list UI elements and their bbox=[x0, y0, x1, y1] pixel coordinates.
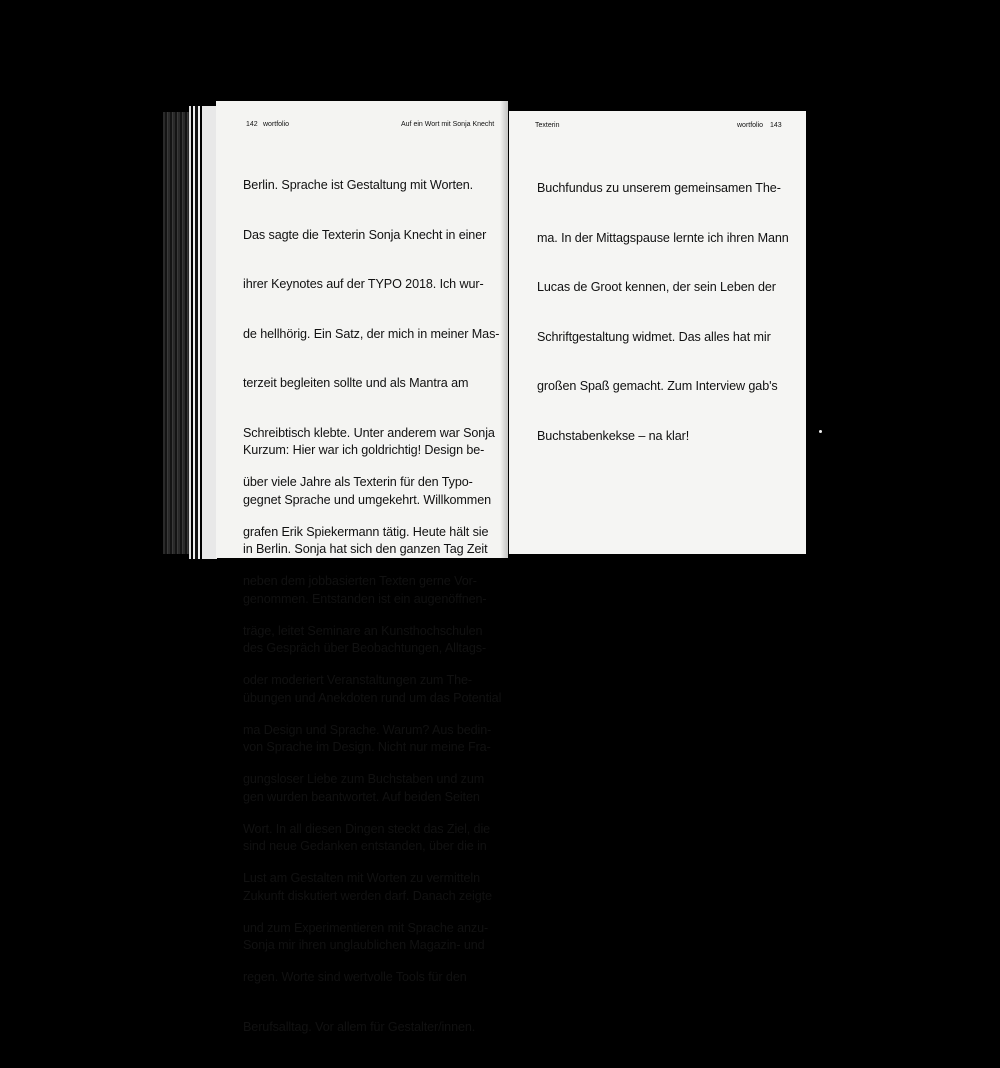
text-line: großen Spaß gemacht. Zum Interview gab's bbox=[537, 379, 778, 393]
text-line: Das sagte die Texterin Sonja Knecht in einer bbox=[243, 227, 487, 242]
text-line: sind neue Gedanken entstanden, über die in bbox=[243, 839, 487, 853]
book-edge-dark bbox=[163, 112, 189, 554]
text-line: übungen und Anekdoten rund um das Potential bbox=[243, 690, 502, 705]
text-line: de hellhörig. Ein Satz, der mich in meiner Mas- bbox=[243, 326, 500, 341]
text-line: neben dem jobbasierten Texten gerne Vor- bbox=[243, 574, 477, 588]
text-line: gegnet Sprache und umgekehrt. Willkommen bbox=[243, 492, 492, 507]
left-page bbox=[216, 101, 508, 1034]
dust-speck bbox=[819, 430, 822, 433]
text-line: über viele Jahre als Texterin für den Typo- bbox=[243, 475, 473, 489]
text-line: träge, leitet Seminare an Kunsthochschulen bbox=[243, 623, 483, 638]
text-line: gungsloser Liebe zum Buchstaben und zum bbox=[243, 772, 485, 786]
right-paragraph bbox=[537, 147, 789, 477]
text-line: Lust am Gestalten mit Worten zu vermitteln bbox=[243, 871, 481, 885]
text-line: Berlin. Sprache ist Gestaltung mit Worten. bbox=[243, 178, 474, 192]
text-line: ma Design und Sprache. Warum? Aus bedin- bbox=[243, 722, 492, 737]
text-line: Wort. In all diesen Dingen steckt das Ziel, die bbox=[243, 821, 491, 836]
right-running-title: Texterin bbox=[535, 122, 560, 129]
left-section-label: wortfolio bbox=[263, 121, 290, 128]
right-page-number: 143 bbox=[770, 122, 782, 129]
text-line: ihrer Keynotes auf der TYPO 2018. Ich wur- bbox=[243, 277, 484, 291]
text-line: Buchstabenkekse – na klar! bbox=[537, 428, 690, 443]
text-line: Berufsalltag. Vor allem für Gestalter/innen. bbox=[243, 1019, 476, 1034]
left-page-number: 142 bbox=[246, 121, 258, 128]
text-line: Schriftgestaltung widmet. Das alles hat mir bbox=[537, 329, 771, 344]
right-page bbox=[509, 111, 806, 554]
text-line: Schreibtisch klebte. Unter anderem war Sonja bbox=[243, 425, 495, 440]
left-running-title: Auf ein Wort mit Sonja Knecht bbox=[401, 121, 495, 128]
text-line: Zukunft diskutiert werden darf. Danach zeigte bbox=[243, 888, 492, 903]
book-page-edges bbox=[189, 106, 217, 559]
text-line: Sonja mir ihren unglaublichen Magazin- und bbox=[243, 938, 485, 952]
text-line: genommen. Entstanden ist ein augenöffnen- bbox=[243, 591, 487, 606]
text-line: und zum Experimentieren mit Sprache anzu- bbox=[243, 920, 489, 935]
right-section-label: wortfolio bbox=[737, 122, 764, 129]
text-line: Lucas de Groot kennen, der sein Leben der bbox=[537, 280, 776, 294]
text-line: ma. In der Mittagspause lernte ich ihren Mann bbox=[537, 230, 789, 245]
text-line: des Gespräch über Beobachtungen, Alltags- bbox=[243, 641, 487, 655]
text-line: in Berlin. Sonja hat sich den ganzen Tag Zeit bbox=[243, 542, 488, 556]
text-line: von Sprache im Design. Nicht nur meine Fra- bbox=[243, 740, 491, 754]
left-paragraph-2 bbox=[243, 409, 501, 987]
text-line: Kurzum: Hier war ich goldrichtig! Design be- bbox=[243, 443, 485, 457]
text-line: regen. Worte sind wertvolle Tools für den bbox=[243, 970, 467, 984]
text-line: Buchfundus zu unserem gemeinsamen The- bbox=[537, 181, 781, 195]
text-line: terzeit begleiten sollte und als Mantra am bbox=[243, 376, 469, 390]
text-line: grafen Erik Spiekermann tätig. Heute hält sie bbox=[243, 524, 489, 539]
text-line: gen wurden beantwortet. Auf beiden Seiten bbox=[243, 789, 480, 804]
text-line: oder moderiert Veranstaltungen zum The- bbox=[243, 673, 472, 687]
